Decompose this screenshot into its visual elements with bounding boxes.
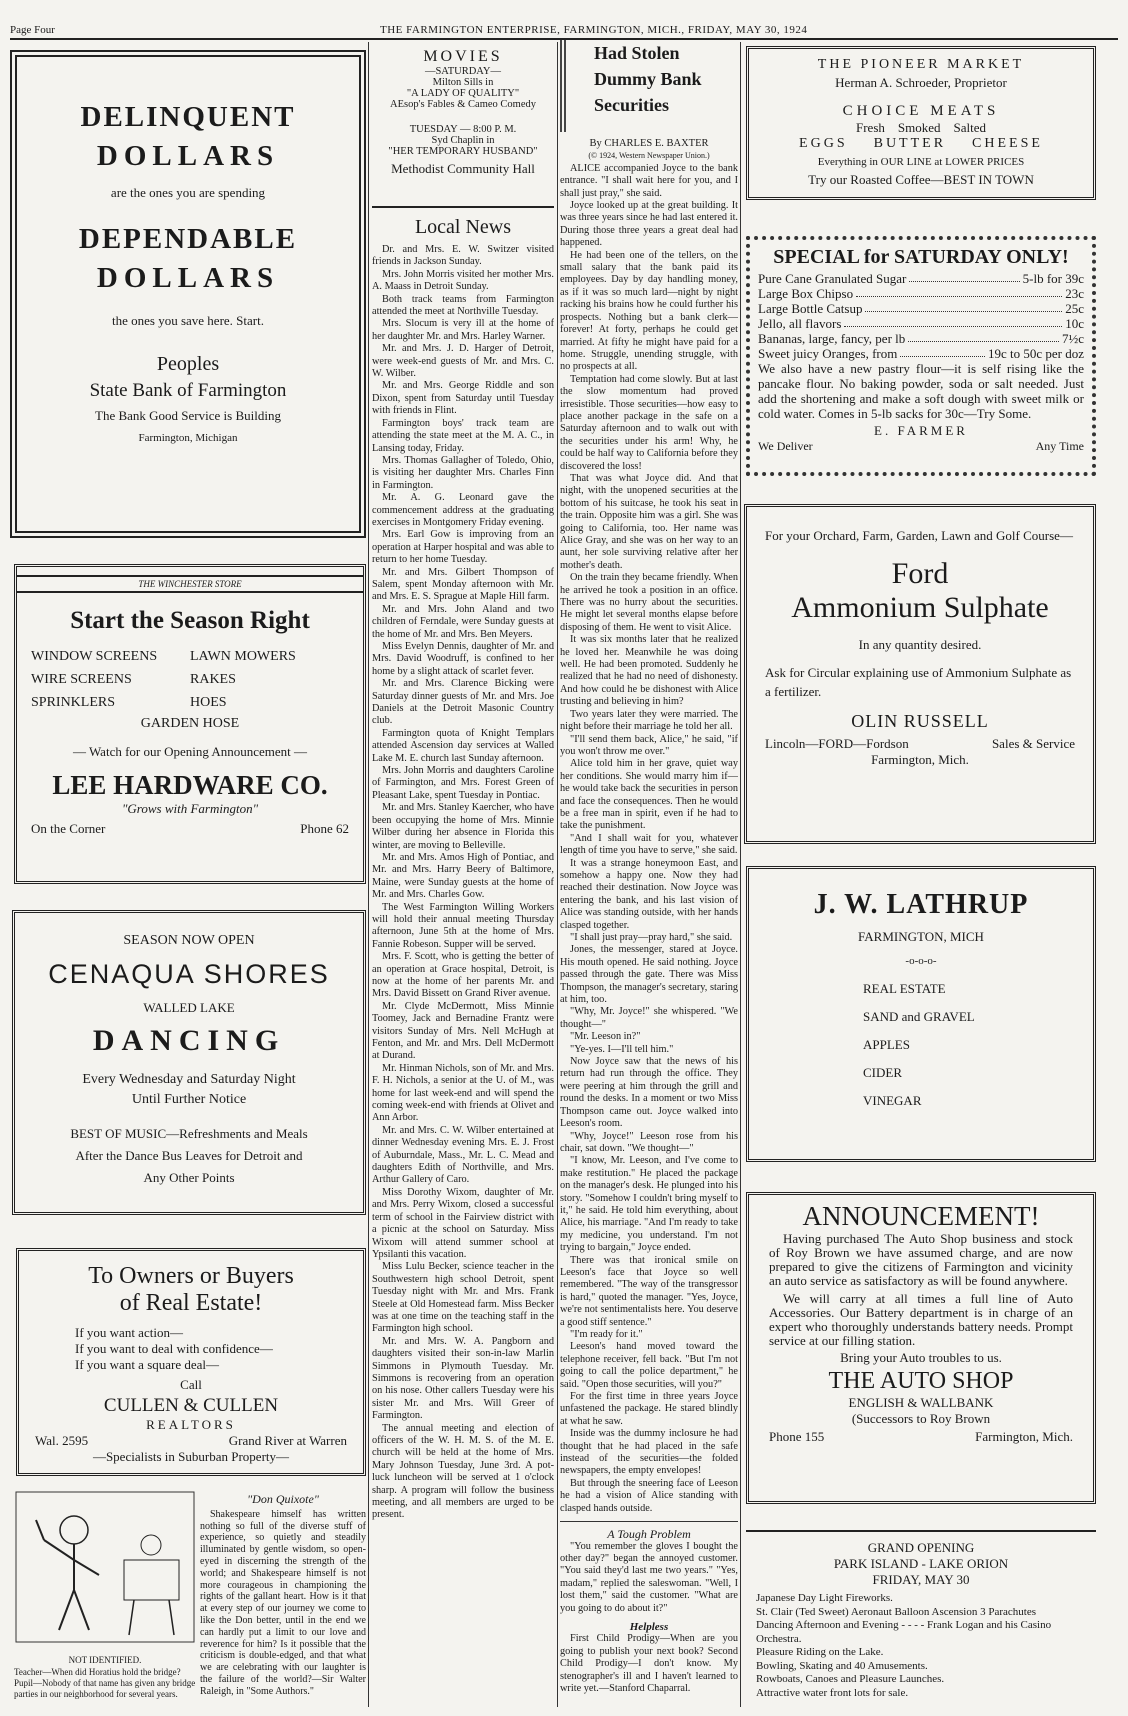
lathrup-item: VINEGAR	[863, 1093, 922, 1108]
special-ad	[746, 236, 1096, 476]
newspaper-title: THE FARMINGTON ENTERPRISE, FARMINGTON, MICH., FRIDAY, MAY 30, 1924	[380, 24, 808, 36]
cenaqua-until: Until Further Notice	[131, 1092, 247, 1107]
lathrup-item: APPLES	[863, 1037, 910, 1052]
tough-problem-title: A Tough Problem	[560, 1521, 738, 1540]
cenaqua-after: After the Dance Bus Leaves for Detroit and	[75, 1148, 303, 1163]
special-item-name: Pure Cane Granulated Sugar	[758, 271, 907, 286]
orion-lines	[756, 1592, 1086, 1700]
paragraph: "Why, Mr. Joyce!" she whispered. "We thought—"	[560, 1006, 738, 1030]
cullen-phone: Wal. 2595	[35, 1433, 89, 1448]
movies-star-2: Syd Chaplin in	[431, 135, 495, 146]
special-footer	[758, 439, 1084, 454]
special-item	[758, 331, 1084, 346]
cullen-lines	[35, 1325, 347, 1373]
special-item	[758, 301, 1084, 316]
special-item-price: 19c to 50c per doz	[987, 346, 1084, 361]
paragraph: But through the sneering face of Leeson he had a vision of Alice standing with clasped hands outside.	[560, 1477, 738, 1514]
ford-intro: For your Orchard, Farm, Garden, Lawn and Golf Course—	[765, 528, 1073, 543]
story-heading	[560, 40, 738, 132]
lathrup-name: J. W. LATHRUP	[813, 889, 1029, 920]
paragraph: Temptation had come slowly. But at last the slow momentum had proved irresistible. Those securities—how easy to place another package in the safe on a Saturday afternoon and to walk out with the securities under his arm! Why, he could be half way to California before they discovered the loss!	[560, 373, 738, 472]
orion-line: Pleasure Riding on the Lake.	[756, 1646, 884, 1658]
paragraph: Mrs. John Morris visited her mother Mrs. A. Maass in Detroit Sunday.	[372, 268, 554, 293]
paragraph: Now Joyce saw that the news of his return had run through the office. They were peering at him through the grill and round the desks. In a moment or two Miss Thompson came out. Joyce walked into Leeson's room.	[560, 1056, 738, 1130]
hardware-corner: On the Corner	[31, 821, 106, 836]
quixote-title: "Don Quixote"	[247, 1494, 319, 1506]
paragraph: Mrs. Earl Gow is improving from an operation at Harper hospital and was able to return to her home Tuesday.	[372, 529, 554, 566]
paragraph: Mrs. F. Scott, who is getting the better of an operation at Grace hospital, Detroit, is now at the home of her parents Mr. and Mrs. David Bissett on Grand River avenue.	[372, 951, 554, 1000]
hardware-name: LEE HARDWARE CO.	[52, 770, 328, 800]
paragraph: That was what Joyce did. And that night, with the unopened securities at the bottom of his suitcase, he took his seat in the train. Opposite him was a girl. She was going to California, too. Her name was Alice Gray, and she was on her way to an aunt, her sole surviving relative after her mother's death.	[560, 472, 738, 571]
cartoon-caption: NOT IDENTIFIED.	[68, 1655, 142, 1665]
ford-title-2: Ammonium Sulphate	[791, 591, 1049, 624]
cenaqua-music: BEST OF MUSIC—Refreshments and Meals	[70, 1126, 308, 1141]
hardware-footer	[31, 821, 349, 837]
ford-dealer: OLIN RUSSELL	[851, 711, 989, 731]
story-byline: By CHARLES E. BAXTER	[589, 138, 709, 149]
hardware-item: SPRINKLERS	[31, 695, 116, 710]
cartoon	[14, 1490, 196, 1710]
special-item-price: 7½c	[1061, 331, 1084, 346]
bank-slogan: The Bank Good Service is Building	[95, 408, 281, 423]
hardware-hose: GARDEN HOSE	[140, 716, 240, 731]
quixote-text: Shakespeare himself has written nothing so full of the diverse stuff of experience, so quietly and steadily illuminated by gentle wisdom, so open-eyed in discerning the strength of the world; and Shakespeare himself is not more courageous in championing the rights of the gallant heart. How is it that at every step of our journey we come to like the Don better, until in the end we can hardly put a limit to our love and reverence for him? Is it possible that the criticism is double-edged, and that what we are celebrating with our laughter is the failure of the world?—Sir Walter Raleigh, in "Some Authors."	[200, 1508, 366, 1697]
orion-line: Attractive water front lots for sale.	[756, 1686, 909, 1699]
orion-date: FRIDAY, MAY 30	[872, 1572, 970, 1587]
movies-star: Milton Sills in	[432, 77, 494, 88]
special-item-price: 5-lb for 39c	[1022, 271, 1084, 286]
special-name: E. FARMER	[874, 423, 968, 438]
paragraph: Two years later they were married. The night before their marriage he told her all.	[560, 708, 738, 733]
autoshop-town: Farmington, Mich.	[975, 1429, 1073, 1444]
cullen-line: If you want to deal with confidence—	[75, 1341, 273, 1356]
special-item-name: Sweet juicy Oranges, from	[758, 346, 898, 361]
hardware-phone: Phone 62	[300, 821, 349, 836]
bank-dollars-1: DOLLARS	[96, 140, 280, 172]
leader-dots	[844, 316, 1062, 327]
hardware-item: HOES	[190, 695, 227, 710]
tough-problem-text: "You remember the gloves I bought the other day?" began the annoyed customer. "You said they'd last me two years." "Yes, madam," replied the saleswoman. "Well, I lost them," said the customer. "What are you going to do about it?"	[560, 1540, 738, 1614]
paragraph: Mr. and Mrs. George Riddle and son Dixon, spent from Saturday until Tuesday with friends in Flint.	[372, 380, 554, 417]
cullen-line: If you want action—	[75, 1325, 183, 1340]
paragraph: The annual meeting and election of officers of the W. H. M. S. of the M. E. church will be held at the home of Mrs. Mary Johnson Tuesday, June 3rd. A pot-luck luncheon will be served at 1 o'clock sharp. A program will follow the business meeting, and all members are urged to be present.	[372, 1422, 554, 1521]
movies-hall: Methodist Community Hall	[391, 161, 535, 176]
paragraph: "Ye-yes. I—I'll tell him."	[570, 1043, 674, 1055]
cenaqua-season: SEASON NOW OPEN	[123, 933, 255, 948]
paragraph: Mrs. Slocum is very ill at the home of her daughter Mr. and Mrs. Harley Warner.	[372, 318, 554, 342]
helpless-title: Helpless	[629, 1620, 669, 1633]
paragraph: On the train they became friendly. When he arrived he took a position in an office. There was no hurry about the securities. He might let several months elapse before disposing of them. He went to visit Alice.	[560, 572, 738, 633]
paragraph: Miss Evelyn Dennis, daughter of Mr. and Mrs. David Woodruff, is confined to her home by a slight attack of scarlet fever.	[372, 641, 554, 677]
local-news	[372, 214, 554, 1708]
special-item	[758, 286, 1084, 301]
movies-ad	[372, 48, 554, 208]
pioneer-name: THE PIONEER MARKET	[817, 57, 1025, 72]
paragraph: Miss Dorothy Wixom, daughter of Mr. and Mrs. Perry Wixom, closed a successful term of school in the Fairview district with a picnic at the school on Saturday. Miss Wixom will attend summer school at Ypsilanti this vacation.	[372, 1186, 554, 1260]
bank-dollars-2: DOLLARS	[96, 262, 280, 294]
lathrup-item: SAND and GRAVEL	[863, 1009, 975, 1024]
paragraph: Joyce looked up at the great building. It was three years since he had last entered it. During those three years a great deal had happened.	[560, 200, 738, 249]
ford-title-1: Ford	[891, 557, 949, 590]
story-copyright: (© 1924, Western Newspaper Union.)	[588, 151, 710, 161]
autoshop-footer	[769, 1429, 1073, 1445]
paragraph: Jones, the messenger, stared at Joyce. His mouth opened. He said nothing. Joyce passed through the gate. There was Miss Thompson, the manager's secretary, staring at him, too.	[560, 944, 738, 1006]
bank-spending: are the ones you are spending	[110, 185, 266, 200]
cullen-specialists: —Specialists in Suburban Property—	[92, 1449, 290, 1464]
paragraph: It was a strange honeymoon East, and somehow a happy one. Now they had reached their destination. Now Joyce was entering the bank, and his last vision of Alice was standing outside, with her hands clasped together.	[560, 857, 738, 931]
leader-dots	[900, 346, 985, 357]
pioneer-ad	[746, 46, 1096, 200]
lathrup-item: CIDER	[863, 1065, 902, 1080]
paragraph: The West Farmington Willing Workers will hold their annual meeting Thursday afternoon, June 5th at the home of Mrs. Fannie Robeson. Supper will be served.	[372, 901, 554, 950]
hardware-item: LAWN MOWERS	[190, 649, 296, 664]
bank-dependable: DEPENDABLE	[78, 223, 298, 255]
paragraph: "I'll send them back, Alice," he said, "if you won't throw me over."	[560, 733, 738, 757]
winchester-logo: THE WINCHESTER STORE	[17, 575, 363, 593]
cullen-line: If you want a square deal—	[75, 1357, 220, 1372]
story-body	[560, 163, 738, 1515]
paragraph: Mr. and Mrs. John Aland and two children of Ferndale, were Sunday guests at the home of Mr. and Mrs. Ben Meyers.	[372, 603, 554, 640]
ford-town: Farmington, Mich.	[871, 752, 969, 767]
paragraph: Miss Lulu Becker, science teacher in the Southwestern high school Detroit, spent Tuesday night with Mr. and Mrs. Frank Steele at Old Homestead farm. Miss Becker was at one time on the teaching staff in the Farmington high school.	[372, 1261, 554, 1335]
autoshop-ad	[746, 1192, 1096, 1504]
leader-dots	[908, 331, 1059, 342]
paragraph: Leeson's hand moved toward the telephone receiver, fell back. "But I'm not going to call the police department," he said. "Open those securities, will you?"	[560, 1341, 738, 1390]
paragraph: "Why, Joyce!" Leeson rose from his chair, sat down. "We thought—"	[560, 1130, 738, 1154]
lathrup-item: REAL ESTATE	[863, 981, 946, 996]
special-item-name: Bananas, large, fancy, per lb	[758, 331, 906, 346]
orion-title-2: PARK ISLAND - LAKE ORION	[833, 1556, 1009, 1571]
orion-line: St. Clair (Ted Sweet) Aeronaut Balloon Ascension 3 Parachutes	[756, 1605, 1036, 1618]
paragraph: Mr. and Mrs. W. A. Pangborn and daughters visited their son-in-law Marlin Simmons in Plymouth Tuesday. Mr. Simmons is recovering from an operation on his nose. Other callers Tuesday were his sister Mr. and Mrs. Will Greer of Farmington.	[372, 1335, 554, 1422]
autoshop-successors: (Successors to Roy Brown	[851, 1411, 991, 1426]
cullen-contact	[35, 1433, 347, 1449]
leader-dots	[909, 271, 1019, 282]
pioneer-owner: Herman A. Schroeder, Proprietor	[835, 75, 1007, 90]
paragraph: "Mr. Leeson in?"	[570, 1031, 641, 1043]
paragraph: There was that ironical smile on Leeson's face that Joyce so well remembered. "The way of the transgressor is hard," quoted the manager. "Yes, Joyce, we're not sentimentalists here. You deserve a good stiff sentence."	[560, 1254, 738, 1328]
orion-line: Japanese Day Light Fireworks.	[756, 1592, 893, 1604]
orion-title-1: GRAND OPENING	[867, 1540, 975, 1555]
quixote-article	[200, 1494, 366, 1710]
announce-title: ANNOUNCEMENT!	[802, 1201, 1040, 1231]
paragraph: "I know, Mr. Leeson, and I've come to make restitution." He placed the package on the manager's desk. He plunged into his story. "Somehow I couldn't bring myself to it," he said. He told him everything, about Alice, his marriage. "And I'm ready to take my medicine, you understand. I'm not trying to bargain," Joyce ended.	[560, 1155, 738, 1254]
paragraph: ALICE accompanied Joyce to the bank entrance. "I shall wait here for you, and I shall just pray," she said.	[560, 162, 738, 199]
cartoon-text: Teacher—When did Horatius hold the bridge? Pupil—Nobody of that name has given any bridge parties in our neighborhood for several years.	[14, 1667, 196, 1699]
paragraph: Mrs. John Morris and daughters Caroline of Farmington, and Mrs. Forest Green of Pleasant Lake, spent Tuesday in Pontiac.	[372, 765, 554, 801]
story-title-2: Dummy Bank	[594, 69, 702, 89]
story-title-3: Securities	[594, 95, 669, 115]
special-item-name: Jello, all flavors	[758, 316, 842, 331]
movies-saturday: —SATURDAY—	[424, 66, 502, 77]
special-item-price: 10c	[1065, 316, 1084, 331]
hardware-title: Start the Season Right	[70, 607, 310, 634]
bank-save: the ones you save here. Start.	[112, 313, 264, 328]
movies-extra: AEsop's Fables & Cameo Comedy	[390, 99, 536, 110]
movies-film: "A LADY OF QUALITY"	[406, 88, 520, 99]
special-anytime: Any Time	[1035, 439, 1084, 453]
cenaqua-name: CENAQUA SHORES	[48, 959, 330, 989]
cenaqua-lake: WALLED LAKE	[143, 1000, 235, 1015]
movies-film-2: "HER TEMPORARY HUSBAND"	[388, 146, 538, 157]
orion-line: Dancing Afternoon and Evening - - - - Frank Logan and his Casino Orchestra.	[756, 1619, 1052, 1645]
helpless-text: First Child Prodigy—When are you going to publish your next book? Second Child Prodigy—I don't know. My stenographer's ill and I haven't learned to write yet.—Stanford Chaparral.	[560, 1633, 738, 1694]
leader-dots	[856, 286, 1062, 297]
hardware-slogan: "Grows with Farmington"	[121, 801, 259, 816]
pioneer-coffee: Try our Roasted Coffee—BEST IN TOWN	[808, 172, 1034, 187]
cenaqua-other: Any Other Points	[143, 1170, 235, 1185]
story-article	[560, 138, 738, 1708]
paragraph: Mr. and Mrs. Clarence Bicking were Saturday dinner guests of Mr. and Mrs. Joe Daniels at the Detroit Masonic Country club.	[372, 678, 554, 727]
local-news-body	[372, 244, 554, 1522]
special-title: SPECIAL for SATURDAY ONLY!	[773, 246, 1069, 268]
lathrup-town: FARMINGTON, MICH	[858, 929, 984, 944]
hardware-items	[31, 645, 349, 714]
cenaqua-dancing: DANCING	[92, 1024, 286, 1057]
movies-title: MOVIES	[423, 48, 503, 65]
paragraph: Mr. and Mrs. Gilbert Thompson of Salem, spent Monday afternoon with Mr. and Mrs. E. S. Sprague at Maple Hill farm.	[372, 566, 554, 603]
paragraph: Alice told him in her grave, quiet way her conditions. She would marry him if—he would take back the securities in person and face the consequences. Then he would be a free man in spirit, even if he had to take the punishment.	[560, 758, 738, 832]
bank-delinquent: DELINQUENT	[80, 101, 296, 133]
page-number: Page Four	[10, 24, 55, 36]
special-item-name: Large Bottle Catsup	[758, 301, 863, 316]
pioneer-line: Everything in OUR LINE at LOWER PRICES	[817, 156, 1025, 168]
cenaqua-ad	[12, 910, 366, 1215]
paragraph: Both track teams from Farmington attended the meet at Northville Tuesday.	[372, 293, 554, 318]
paragraph: Inside was the dummy inclosure he had thought that he had placed in the safe instead of the securities—the folded newspapers, the empty envelopes!	[560, 1428, 738, 1477]
paragraph: "And I shall wait for you, whatever length of time you have to serve," she said.	[560, 832, 738, 857]
paragraph: "I shall just pray—pray hard," she said.	[570, 932, 733, 943]
paragraph: Farmington boys' track team are attending the state meet at the M. A. C., in Lansing today, Friday.	[372, 417, 554, 454]
bank-peoples: Peoples	[156, 353, 220, 375]
autoshop-phone: Phone 155	[769, 1429, 825, 1444]
leader-dots	[865, 301, 1062, 312]
special-items	[758, 271, 1084, 361]
local-news-title: Local News	[414, 216, 512, 238]
cullen-title-2: of Real Estate!	[119, 1290, 263, 1316]
paragraph: Dr. and Mrs. E. W. Switzer visited friends in Jackson Sunday.	[372, 244, 554, 268]
cullen-address: Grand River at Warren	[228, 1433, 347, 1448]
hardware-item: RAKES	[190, 672, 236, 687]
announce-bring: Bring your Auto troubles to us.	[840, 1350, 1002, 1365]
paragraph: Farmington quota of Knight Templars attended Ascension day services at Walled Lake M. E. church last Sunday afternoon.	[372, 727, 554, 764]
special-item	[758, 316, 1084, 331]
ford-sales: Sales & Service	[991, 736, 1075, 751]
pioneer-meats: Fresh Smoked Salted	[856, 120, 986, 135]
announce-p2: We will carry at all times a full line of Auto Accessories. Our Battery department is in charge of an expert who thoroughly understands battery needs. Prompt service at our filling station.	[769, 1291, 1073, 1348]
autoshop-name: THE AUTO SHOP	[828, 1368, 1014, 1394]
bank-town: Farmington, Michigan	[138, 432, 238, 444]
paragraph: Mr. and Mrs. Stanley Kaercher, who have been occupying the home of Mrs. Minnie Wilber during her absence in Florida this winter, are moving to Belleville.	[372, 802, 554, 851]
ford-qty: In any quantity desired.	[858, 637, 982, 652]
lathrup-items	[749, 975, 1093, 1115]
special-item	[758, 271, 1084, 286]
paragraph: Mr. and Mrs. Amos High of Pontiac, and Mr. and Mrs. Harry Beery of Baltimore, Maine, were Sunday guests at the home of Mr. and Mrs. Charles Gow.	[372, 851, 554, 901]
lathrup-separator: -o-o-o-	[905, 955, 937, 967]
hardware-ad	[14, 564, 366, 884]
ford-ad	[744, 504, 1096, 844]
special-flour: We also have a new pastry flour—it is self rising like the pancake flour. No baking powder, soda or salt needed. Just add the shortening and make a soft dough with sweet milk or cold water. Comes in 5-lb sacks for 30c—Try Some.	[758, 361, 1084, 421]
paragraph: Mr. and Mrs. C. W. Wilber entertained at dinner Wednesday evening Mrs. E. J. Frost of Auburndale, Mass., Mr. L. C. Mead and daughters Edith of Northville, and Mrs. Arthur Gallery of Caro.	[372, 1124, 554, 1186]
paragraph: Mr. and Mrs. J. D. Harger of Detroit, were week-end guests of Mr. and Mrs. C. W. Wilber.	[372, 343, 554, 380]
page-header	[10, 22, 1118, 40]
paragraph: Mr. Clyde McDermott, Miss Minnie Toomey, Jack and Bernadine Frantz were visitors Sunday of Mrs. Nell McHugh at Fenton, and Mr. and Mrs. Dell McDermott at Durand.	[372, 1000, 554, 1062]
special-item-name: Large Box Chipso	[758, 286, 854, 301]
pioneer-choice: CHOICE MEATS	[842, 103, 1000, 119]
ford-lines	[765, 736, 1075, 752]
special-item	[758, 346, 1084, 361]
bank-name: State Bank of Farmington	[89, 380, 287, 401]
orion-ad	[746, 1530, 1096, 1708]
orion-line: Rowboats, Canoes and Pleasure Launches.	[756, 1673, 945, 1685]
hardware-watch: — Watch for our Opening Announcement —	[72, 744, 308, 759]
special-deliver: We Deliver	[758, 439, 813, 453]
ford-lincoln: Lincoln—FORD—Fordson	[765, 736, 909, 751]
paragraph: For the first time in three years Joyce unfastened the package. He stared blindly at what he saw.	[560, 1391, 738, 1427]
hardware-item: WINDOW SCREENS	[31, 649, 158, 664]
cullen-title-1: To Owners or Buyers	[88, 1263, 294, 1289]
paragraph: It was six months later that he realized he loved her. Meanwhile he was doing well. He had been promoted. Suddenly he realized that he had no need of dishonesty. And how could he be dishonest with Alice trusting and believing in him?	[560, 634, 738, 708]
paragraph: Mr. Hinman Nichols, son of Mr. and Mrs. F. H. Nichols, a senior at the U. of M., was home for last week-end and will spend the coming week-end with friends at Olivet and Ann Arbor.	[372, 1062, 554, 1124]
paragraph: Mrs. Thomas Gallagher of Toledo, Ohio, is visiting her daughter Mrs. Charles Finn in Farmington.	[372, 454, 554, 491]
special-item-price: 25c	[1065, 301, 1084, 316]
pioneer-eggs: EGGS BUTTER CHEESE	[799, 136, 1043, 151]
special-item-price: 23c	[1065, 286, 1084, 301]
cenaqua-when: Every Wednesday and Saturday Night	[82, 1072, 296, 1087]
ford-ask: Ask for Circular explaining use of Ammonium Sulphate as a fertilizer.	[765, 665, 1072, 699]
paragraph: He had been one of the tellers, on the small salary that the bank paid its employees. Day by day handling money, as if it was so much lard—night by night racking his brains how he could further his prospects. Nothing but a bank clerk—forever! At forty, perhaps he could get married. At fifty he might have paid for a home. Struggle, unending struggle, with no prospects at all.	[560, 249, 738, 373]
cullen-ad	[16, 1248, 366, 1476]
cullen-call: Call	[180, 1377, 202, 1392]
cullen-name: CULLEN & CULLEN	[103, 1395, 279, 1416]
hardware-item: WIRE SCREENS	[31, 672, 132, 687]
announce-p1: Having purchased The Auto Shop business and stock of Roy Brown we have assumed charge, and are now prepared to give the citizens of Farmington and vicinity an auto service as satisfactory as will be found anywhere.	[769, 1231, 1073, 1288]
paragraph: "I'm ready for it."	[570, 1329, 643, 1340]
orion-line: Bowling, Skating and 40 Amusements.	[756, 1659, 928, 1672]
lathrup-ad	[746, 866, 1096, 1162]
cartoon-illustration	[14, 1490, 196, 1650]
autoshop-owners: ENGLISH & WALLBANK	[848, 1395, 994, 1410]
bank-ad	[10, 50, 366, 538]
cullen-realtors: REALTORS	[146, 1417, 236, 1432]
story-title-1: Had Stolen	[594, 43, 680, 63]
paragraph: Mr. A. G. Leonard gave the commencement address at the graduating exercises in Montgomery Friday evening.	[372, 492, 554, 528]
movies-tuesday: TUESDAY — 8:00 P. M.	[409, 124, 517, 135]
